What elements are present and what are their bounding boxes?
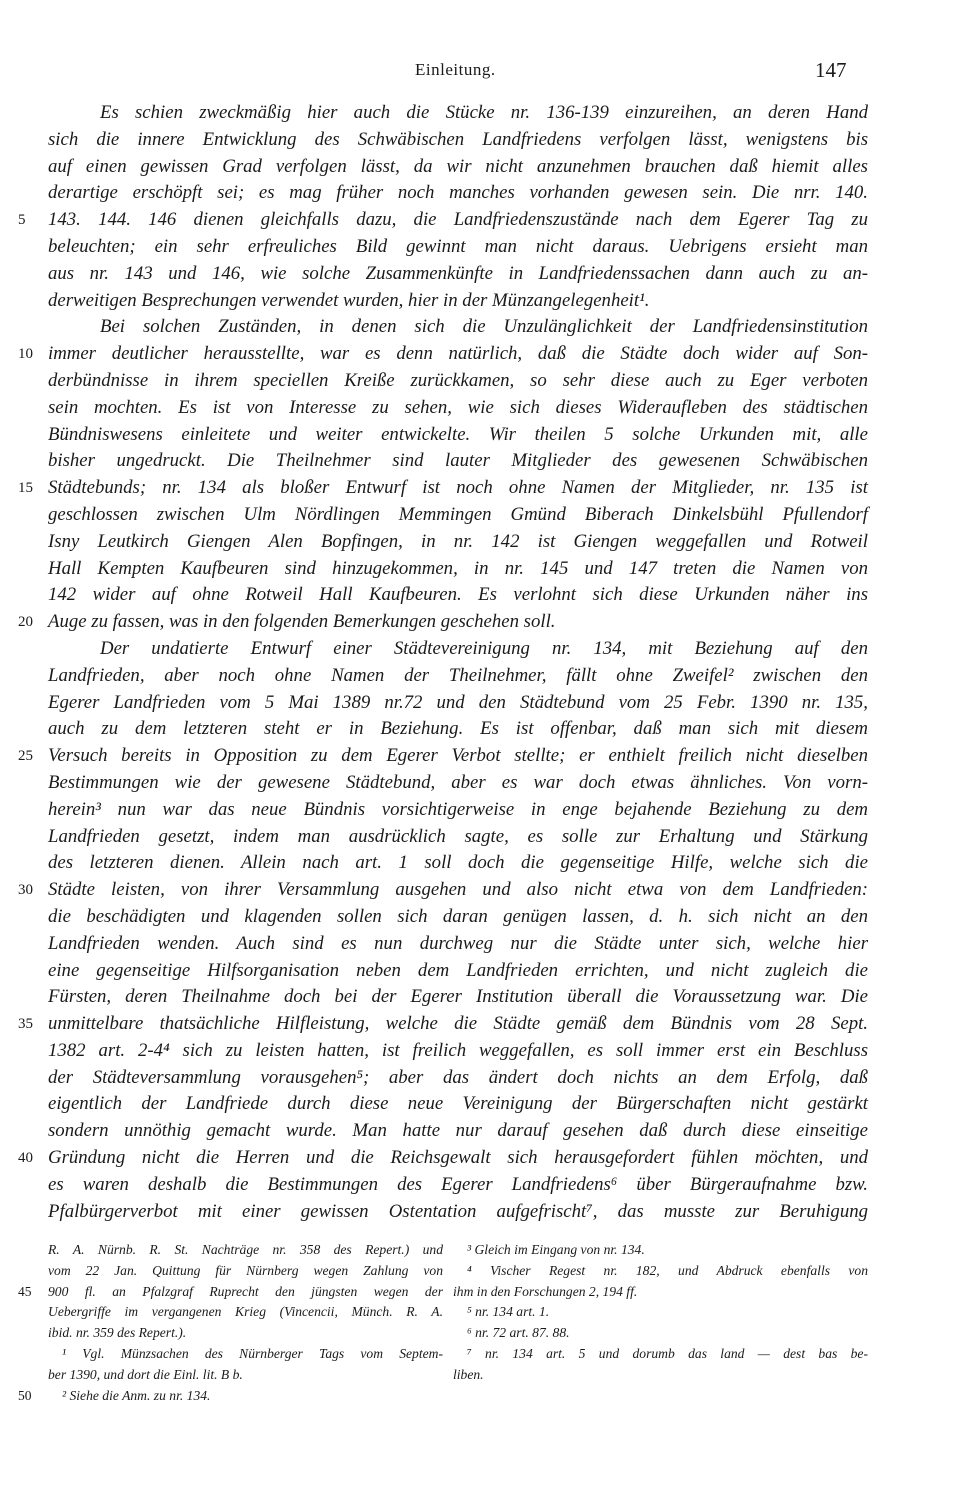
text-line-text: es waren deshalb die Bestimmungen des Egerer Landfriedens⁶ über Bürgeraufnahme bzw. <box>48 1173 868 1195</box>
text-line <box>48 984 868 1011</box>
text-line <box>48 958 868 985</box>
footnote-line <box>18 1282 443 1303</box>
text-line-text: unmittelbare thatsächliche Hilfleistung, welche die Städte gemäß dem Bündnis vom 28 Sept. <box>48 1013 868 1035</box>
text-line-text: Pfalbürgerverbot mit einer gewissen Ostentation aufgefrischt⁷, das musste zur Beruhigung <box>48 1200 868 1222</box>
footnote-line <box>453 1282 868 1303</box>
text-line-text: Hall Kempten Kaufbeuren sind hinzugekommen, in nr. 145 und 147 treten die Namen von <box>48 557 868 579</box>
main-text <box>18 100 868 1225</box>
text-line-text: Landfrieden wenden. Auch sind es nun durchweg nur die Städte unter sich, welche hier <box>48 932 868 954</box>
text-line-text: Isny Leutkirch Giengen Alen Bopfingen, in nr. 142 ist Giengen weggefallen und Rotweil <box>48 530 868 552</box>
text-line <box>48 395 868 422</box>
text-line-text: aus nr. 143 und 146, wie solche Zusammenkünfte in Landfriedenssachen dann auch zu an- <box>48 262 868 284</box>
footnote-line-text: ibid. nr. 359 des Repert.). <box>48 1325 187 1341</box>
text-line-text: die beschädigten und klagenden sollen sich daran genügen lassen, d. h. sich nicht an den <box>48 905 868 927</box>
text-line <box>18 1145 868 1172</box>
footnote-line <box>48 1344 443 1365</box>
text-line-text: immer deutlicher herausstellte, war es denn natürlich, daß die Städte doch wider auf Son- <box>48 343 868 365</box>
text-line <box>18 207 868 234</box>
line-number: 20 <box>18 614 33 631</box>
text-line-text: auch zu dem letzteren steht er in Beziehung. Es ist offenbar, daß man sich mit diesem <box>48 718 868 740</box>
text-line <box>48 636 868 663</box>
text-line <box>48 1091 868 1118</box>
text-line <box>48 529 868 556</box>
text-line <box>48 127 868 154</box>
footnote-line <box>18 1386 443 1407</box>
footnote-line-text: 900 fl. an Pfalzgraf Ruprecht den jüngsten wegen der <box>48 1283 443 1299</box>
text-line <box>48 663 868 690</box>
text-line-text: Versuch bereits in Opposition zu dem Egerer Verbot stellte; er enthielt freilich nicht dieselben <box>48 745 868 767</box>
text-line-text: Städtebunds; nr. 134 als bloßer Entwurf ist noch ohne Namen der Mitglieder, nr. 135 ist <box>48 477 868 499</box>
text-line <box>48 582 868 609</box>
text-line-text: 143. 144. 146 dienen gleichfalls dazu, die Landfriedenszustände nach dem Egerer Tag zu <box>48 209 868 231</box>
text-line-text: der Städteversammlung vorausgehen⁵; aber das ändert doch nichts an dem Erfolg, daß <box>48 1066 868 1088</box>
footnote-line <box>453 1302 868 1323</box>
footnote-line-text: Uebergriffe im vergangenen Krieg (Vincencii, Münch. R. A. <box>48 1304 443 1320</box>
footnote-line-text: ⁵ nr. 134 art. 1. <box>467 1304 550 1320</box>
footnote-line <box>48 1365 443 1386</box>
text-line <box>48 824 868 851</box>
text-line <box>48 556 868 583</box>
text-line <box>48 314 868 341</box>
text-line <box>48 261 868 288</box>
footnote-line <box>48 1302 443 1323</box>
line-number: 10 <box>18 346 33 363</box>
footnote-line <box>48 1323 443 1344</box>
line-number: 15 <box>18 480 33 497</box>
footnote-line-text: ber 1390, und dort die Einl. lit. B b. <box>48 1366 243 1382</box>
line-number: 25 <box>18 748 33 765</box>
text-line-text: eigentlich der Landfriede durch diese neue Vereinigung der Bürgerschaften nicht gestärkt <box>48 1093 868 1115</box>
text-line-text: des letzteren dienen. Allein nach art. 1 soll doch die gegenseitige Hilfe, welche sich die <box>48 852 868 874</box>
text-line <box>48 180 868 207</box>
text-line-text: Bündniswesens einleitete und weiter entwickelte. Wir theilen 5 solche Urkunden mit, alle <box>48 423 868 445</box>
text-line <box>48 931 868 958</box>
running-head: Einleitung. <box>415 60 496 79</box>
footnote-line-text: R. A. Nürnb. R. St. Nachträge nr. 358 des Repert.) und <box>48 1242 443 1257</box>
text-line <box>48 422 868 449</box>
text-line-text: Gründung nicht die Herren und die Reichsgewalt sich herausgefordert fühlen möchten, und <box>48 1147 868 1169</box>
line-number: 30 <box>18 882 33 899</box>
text-line-text: sein mochten. Es ist von Interesse zu sehen, wie sich dieses Wideraufleben des städtischen <box>48 396 868 418</box>
footnote-line-text: ³ Gleich im Eingang von nr. 134. <box>467 1242 645 1257</box>
footnotes-right-column <box>453 1240 868 1386</box>
footnote-line-text: ¹ Vgl. Münzsachen des Nürnberger Tags vom Septem- <box>62 1345 443 1361</box>
line-number: 50 <box>18 1387 32 1403</box>
footnote-line-text: ⁷ nr. 134 art. 5 und dorumb das land — dest bas be- <box>467 1345 868 1361</box>
text-line <box>18 609 868 636</box>
text-line-text: derartige erschöpft sei; es mag früher noch manches vorhanden gewesen sein. Die nrr. 140. <box>48 182 868 204</box>
line-number: 35 <box>18 1016 33 1033</box>
text-line-text: eine gegenseitige Hilfsorganisation neben dem Landfrieden errichten, und nicht zugleich die <box>48 959 868 981</box>
text-line <box>48 154 868 181</box>
text-line <box>18 341 868 368</box>
line-number: 40 <box>18 1150 33 1167</box>
text-line-text: herein³ nun war das neue Bündnis vorsichtigerweise in enge bejahende Beziehung zu dem <box>48 798 868 820</box>
text-line-text: Fürsten, deren Theilnahme doch bei der Egerer Institution überall die Voraussetzung war. Die <box>48 986 868 1008</box>
footnote-line <box>453 1344 868 1365</box>
text-line-text: Bei solchen Zuständen, in denen sich die Unzulänglichkeit der Landfriedensinstitution <box>100 316 868 338</box>
text-line-text: derbündnisse in ihrem speciellen Kreiße zurückkamen, so sehr diese auch zu Eger verboten <box>48 369 868 391</box>
text-line-text: bisher ungedruckt. Die Theilnehmer sind lauter Mitglieder des gewesenen Schwäbischen <box>48 450 868 472</box>
text-line-text: Bestimmungen wie der gewesene Städtebund, aber es war doch etwas ähnliches. Von vorn- <box>48 771 868 793</box>
text-line <box>18 877 868 904</box>
text-line-text: auf einen gewissen Grad verfolgen lässt, da wir nicht anzunehmen brauchen daß hiemit alles <box>48 155 868 177</box>
text-line <box>48 770 868 797</box>
text-line <box>48 1172 868 1199</box>
text-line <box>48 234 868 261</box>
text-line-text: Landfrieden, aber noch ohne Namen der Theilnehmer, fällt ohne Zweifel² zwischen den <box>48 664 868 686</box>
text-line <box>18 743 868 770</box>
footnote-line <box>453 1240 868 1261</box>
footnote-line-text: vom 22 Jan. Quittung für Nürnberg wegen Zahlung von <box>48 1262 443 1278</box>
text-line-text: Egerer Landfrieden vom 5 Mai 1389 nr.72 und den Städtebund vom 25 Febr. 1390 nr. 135, <box>48 691 868 713</box>
line-number: 45 <box>18 1283 32 1299</box>
text-line <box>48 1118 868 1145</box>
footnote-line-text: ihm in den Forschungen 2, 194 ff. <box>453 1283 638 1299</box>
text-line-text: Es schien zweckmäßig hier auch die Stücke nr. 136-139 einzureihen, an deren Hand <box>100 102 868 123</box>
footnotes-left-column <box>18 1240 443 1406</box>
text-line <box>18 1011 868 1038</box>
text-line-text: sich die innere Entwicklung des Schwäbischen Landfriedens verfolgen lässt, wenigstens bis <box>48 128 868 150</box>
text-line <box>48 448 868 475</box>
footnote-line <box>453 1323 868 1344</box>
text-line <box>48 1199 868 1226</box>
text-line-text: sondern unnöthig gemacht wurde. Man hatte nur darauf gesehen daß durch diese einseitige <box>48 1120 868 1142</box>
text-line <box>48 797 868 824</box>
footnotes <box>18 1240 868 1410</box>
page-header <box>0 58 960 88</box>
text-line-text: 142 wider auf ohne Rotweil Hall Kaufbeuren. Es verlohnt sich diese Urkunden näher ins <box>48 584 868 606</box>
footnote-line <box>48 1261 443 1282</box>
page-number: 147 <box>815 58 847 82</box>
text-line <box>48 368 868 395</box>
text-line <box>48 502 868 529</box>
text-line-text: beleuchten; ein sehr erfreuliches Bild gewinnt man nicht daraus. Uebrigens ersieht man <box>48 235 868 257</box>
text-line <box>48 288 868 315</box>
footnote-line <box>453 1261 868 1282</box>
text-line <box>48 904 868 931</box>
text-line <box>48 1065 868 1092</box>
text-line-text: geschlossen zwischen Ulm Nördlingen Memmingen Gmünd Biberach Dinkelsbühl Pfullendorf <box>48 503 868 525</box>
text-line-text: Städte leisten, von ihrer Versammlung ausgehen und also nicht etwa von dem Landfrieden: <box>48 879 868 901</box>
line-number: 5 <box>18 212 26 229</box>
text-line <box>48 690 868 717</box>
text-line <box>18 475 868 502</box>
text-line <box>48 716 868 743</box>
text-line <box>48 850 868 877</box>
footnote-line <box>453 1365 868 1386</box>
text-line-text: Auge zu fassen, was in den folgenden Bemerkungen geschehen soll. <box>48 611 556 633</box>
text-line <box>48 100 868 127</box>
text-line-text: Der undatierte Entwurf einer Städtevereinigung nr. 134, mit Beziehung auf den <box>100 637 868 659</box>
footnote-line-text: ⁴ Vischer Regest nr. 182, und Abdruck ebenfalls von <box>467 1262 868 1278</box>
footnote-line-text: ² Siehe die Anm. zu nr. 134. <box>62 1387 211 1403</box>
text-line-text: Landfrieden gesetzt, indem man ausdrücklich sagte, es solle zur Erhaltung und Stärkung <box>48 825 868 847</box>
footnote-line <box>48 1240 443 1261</box>
footnote-line-text: ⁶ nr. 72 art. 87. 88. <box>467 1325 570 1341</box>
text-line <box>48 1038 868 1065</box>
text-line-text: derweitigen Besprechungen verwendet wurden, hier in der Münzangelegenheit¹. <box>48 289 650 311</box>
footnote-line-text: liben. <box>453 1366 484 1382</box>
text-line-text: 1382 art. 2-4⁴ sich zu leisten hatten, ist freilich weggefallen, es soll immer erst ein Beschluss <box>48 1039 868 1061</box>
